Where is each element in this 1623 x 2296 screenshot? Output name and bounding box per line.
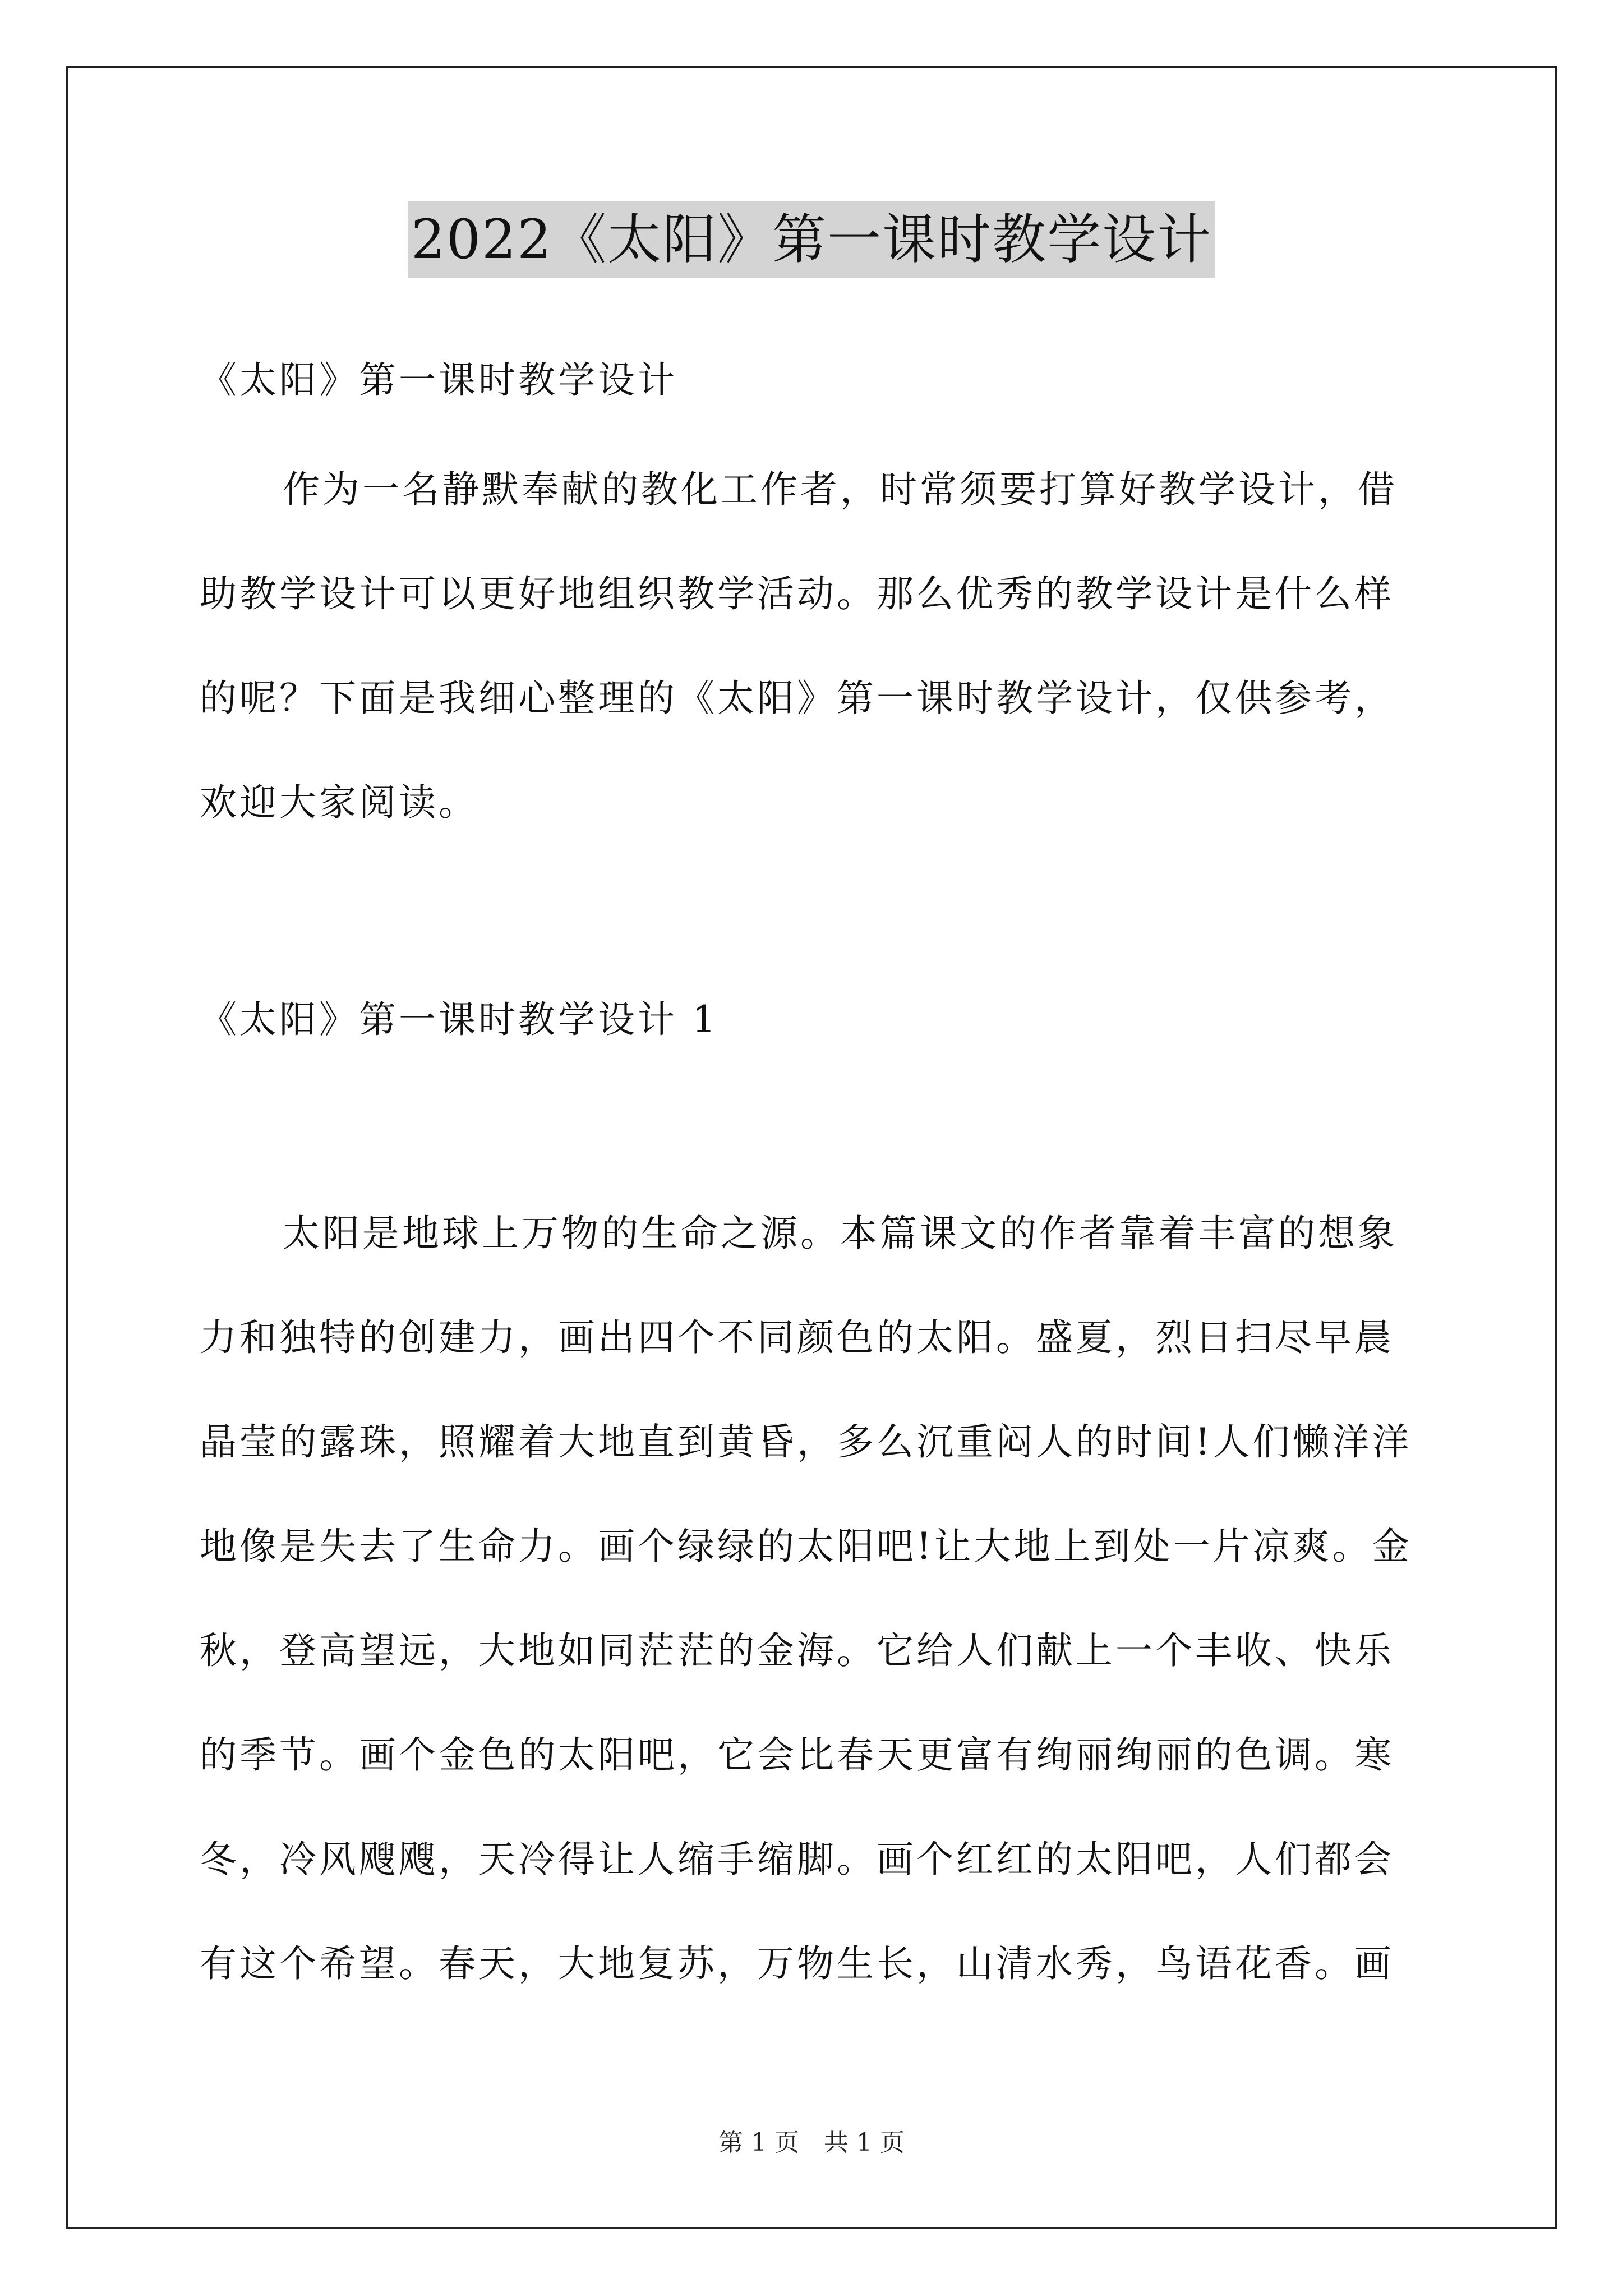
intro-paragraph	[200, 438, 1428, 855]
body-line: 的季节。画个金色的太阳吧，它会比春天更富有绚丽绚丽的色调。寒	[200, 1733, 1394, 1777]
body-line: 秋，登高望远，大地如同茫茫的金海。它给人们献上一个丰收、快乐	[200, 1629, 1394, 1672]
body-line: 有这个希望。春天，大地复苏，万物生长，山清水秀，鸟语花香。画	[200, 1942, 1394, 1985]
intro-line: 助教学设计可以更好地组织教学活动。那么优秀的教学设计是什么样	[200, 572, 1394, 615]
body-line: 晶莹的露珠，照耀着大地直到黄昏，多么沉重闷人的时间!人们懒洋洋	[200, 1420, 1412, 1464]
body-line: 太阳是地球上万物的生命之源。本篇课文的作者靠着丰富的想象	[283, 1212, 1398, 1255]
title-container	[0, 201, 1623, 278]
page-number-footer: 第 1 页 共 1 页	[718, 2128, 905, 2157]
body-line: 冬，冷风飕飕，天冷得让人缩手缩脚。画个红红的太阳吧，人们都会	[200, 1838, 1394, 1881]
intro-line: 欢迎大家阅读。	[200, 781, 478, 824]
intro-line: 作为一名静默奉献的教化工作者，时常须要打算好教学设计，借	[283, 468, 1398, 511]
document-title: 2022《太阳》第一课时教学设计	[408, 201, 1215, 278]
intro-line: 的呢？下面是我细心整理的《太阳》第一课时教学设计，仅供参考，	[200, 677, 1394, 720]
section-heading: 《太阳》第一课时教学设计 1	[200, 998, 718, 1041]
body-line: 力和独特的创建力，画出四个不同颜色的太阳。盛夏，烈日扫尽早晨	[200, 1316, 1394, 1359]
document-subtitle: 《太阳》第一课时教学设计	[200, 358, 677, 402]
body-line: 地像是失去了生命力。画个绿绿的太阳吧!让大地上到处一片凉爽。金	[200, 1525, 1412, 1568]
body-paragraph	[200, 1181, 1428, 2016]
